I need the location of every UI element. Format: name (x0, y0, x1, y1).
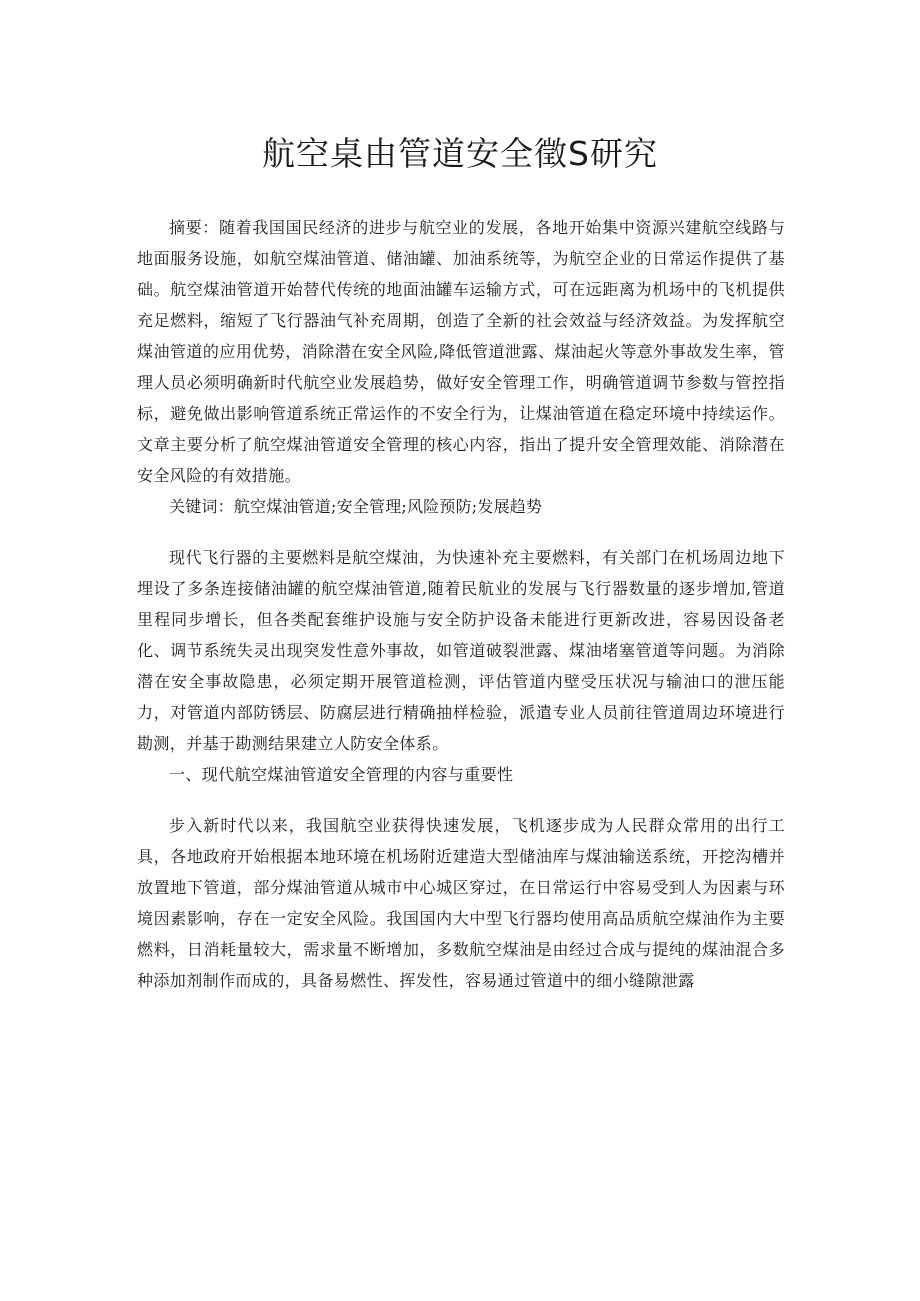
document-title: 航空桌由管道安全徵S研究 (262, 134, 658, 173)
intro-paragraph: 现代飞行器的主要燃料是航空煤油，为快速补充主要燃料，有关部门在机场周边地下埋设了多条连接储油罐的航空煤油管道,随着民航业的发展与飞行器数量的逐步增加,管道里程同步增长，但各类配套维护设施与安全防护设备未能进行更新改进，容易因设备老化、调节系统失灵出现突发性意外事故，如管道破裂泄露、煤油堵塞管道等问题。为消除潜在安全事故隐患，必须定期开展管道检测，评估管道内壁受压状况与输油口的泄压能力，对管道内部防锈层、防腐层进行精确抽样检验，派遣专业人员前往管道周边环境进行勘测，并基于勘测结果建立人防安全体系。 (137, 548, 785, 753)
section-paragraph: 步入新时代以来，我国航空业获得快速发展，飞机逐步成为人民群众常用的出行工具，各地政府开始根据本地环境在机场附近建造大型储油库与煤油输送系统，开挖沟槽并放置地下管道，部分煤油管道从城市中心城区穿过，在日常运行中容易受到人为因素与环境因素影响，存在一定安全风险。我国国内大中型飞行器均使用高品质航空煤油作为主要燃料，日消耗量较大，需求量不断增加，多数航空煤油是由经过合成与提纯的煤油混合多种添加剂制作而成的，具备易燃性、挥发性，容易通过管道中的细小缝隙泄露 (137, 816, 785, 990)
document-body (137, 212, 785, 996)
section-heading: 一、现代航空煤油管道安全管理的内容与重要性 (169, 765, 514, 784)
keywords-line: 关键词：航空煤油管道;安全管理;风险预防;发展趋势 (169, 497, 543, 516)
abstract-paragraph: 摘要：随着我国国民经济的进步与航空业的发展，各地开始集中资源兴建航空线路与地面服务设施，如航空煤油管道、储油罐、加油系统等，为航空企业的日常运作提供了基础。航空煤油管道开始替代传统的地面油罐车运输方式，可在远距离为机场中的飞机提供充足燃料，缩短了飞行器油气补充周期，创造了全新的社会效益与经济效益。为发挥航空煤油管道的应用优势，消除潜在安全风险,降低管道泄露、煤油起火等意外事故发生率，管理人员必须明确新时代航空业发展趋势，做好安全管理工作，明确管道调节参数与管控指标，避免做出影响管道系统正常运作的不安全行为，让煤油管道在稳定环境中持续运作。文章主要分析了航空煤油管道安全管理的核心内容，指出了提升安全管理效能、消除潜在安全风险的有效措施。 (137, 218, 785, 485)
